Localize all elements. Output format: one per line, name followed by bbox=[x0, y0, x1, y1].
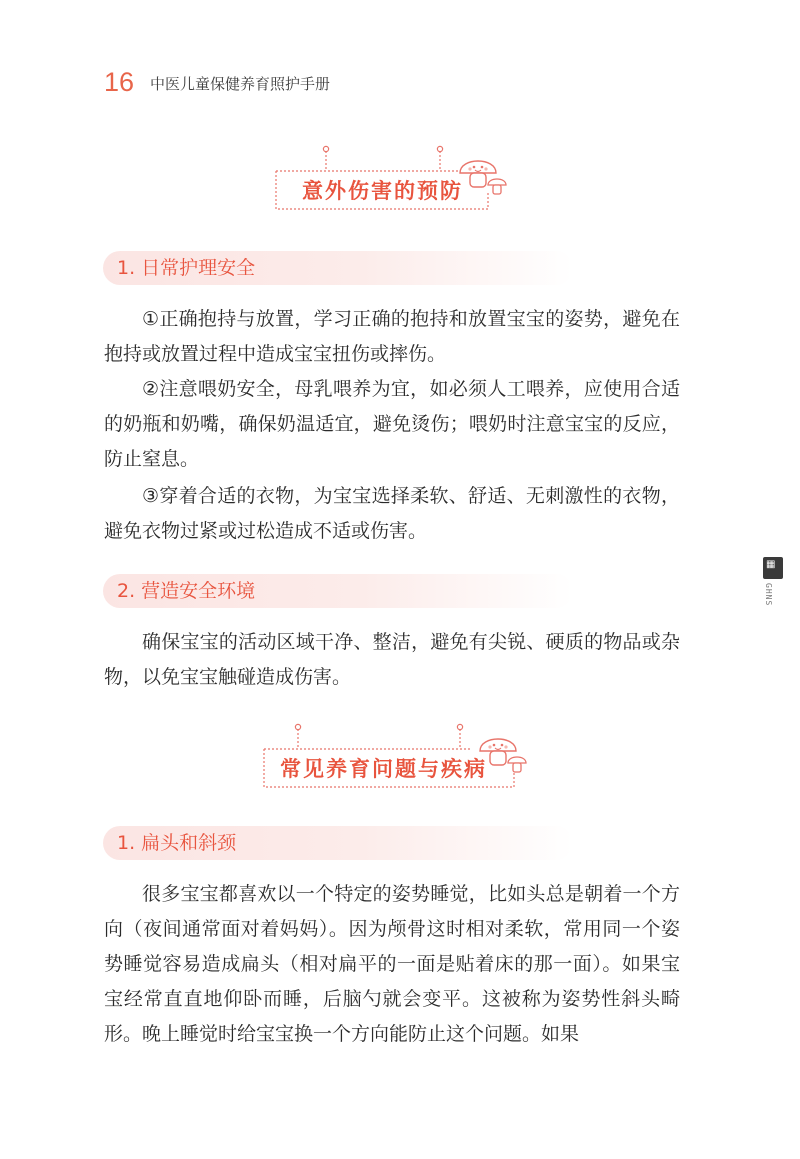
section-banner-common-issues bbox=[258, 721, 528, 791]
subheading-text: 2. 营造安全环境 bbox=[117, 580, 256, 602]
subheading-daily-care-safety bbox=[103, 251, 573, 285]
subheading-flat-head-torticollis bbox=[103, 826, 573, 860]
subheading-text: 1. 日常护理安全 bbox=[117, 257, 256, 279]
book-title: 中医儿童保健养育照护手册 bbox=[150, 75, 331, 93]
page-number: 16 bbox=[104, 67, 135, 97]
mushroom-icon bbox=[456, 151, 508, 197]
section-banner-accident-prevention bbox=[270, 143, 510, 213]
side-tab-glyph: ▦ bbox=[766, 559, 776, 570]
subheading-safe-environment bbox=[103, 574, 573, 608]
mushroom-icon bbox=[476, 729, 528, 775]
side-tab-text: GHNS bbox=[764, 583, 773, 607]
side-tab-block bbox=[763, 557, 783, 579]
paragraph: 很多宝宝都喜欢以一个特定的姿势睡觉，比如头总是朝着一个方向（夜间通常面对着妈妈）。因为颅骨这时相对柔软，常用同一个姿势睡觉容易造成扁头（相对扁平的一面是贴着床的那一面）。如果宝宝经常直直地仰卧而睡，后脑勺就会变平。这被称为姿势性斜头畸形。晚上睡觉时给宝宝换一个方向能防止这个问题。如果 bbox=[104, 883, 680, 1045]
paragraph: ①正确抱持与放置，学习正确的抱持和放置宝宝的姿势，避免在抱持或放置过程中造成宝宝扭伤或摔伤。 bbox=[104, 308, 680, 365]
subheading-text: 1. 扁头和斜颈 bbox=[117, 832, 237, 854]
side-tab bbox=[763, 557, 785, 606]
paragraph: ③穿着合适的衣物，为宝宝选择柔软、舒适、无刺激性的衣物，避免衣物过紧或过松造成不适或伤害。 bbox=[104, 485, 680, 542]
paragraph: 确保宝宝的活动区域干净、整洁，避免有尖锐、硬质的物品或杂物，以免宝宝触碰造成伤害。 bbox=[104, 631, 680, 688]
banner-title: 意外伤害的预防 bbox=[302, 178, 463, 203]
paragraph: ②注意喂奶安全，母乳喂养为宜，如必须人工喂养，应使用合适的奶瓶和奶嘴，确保奶温适宜，避免烫伤；喂奶时注意宝宝的反应，防止窒息。 bbox=[104, 378, 680, 470]
page-header bbox=[104, 60, 330, 96]
banner-title: 常见养育问题与疾病 bbox=[280, 756, 487, 781]
